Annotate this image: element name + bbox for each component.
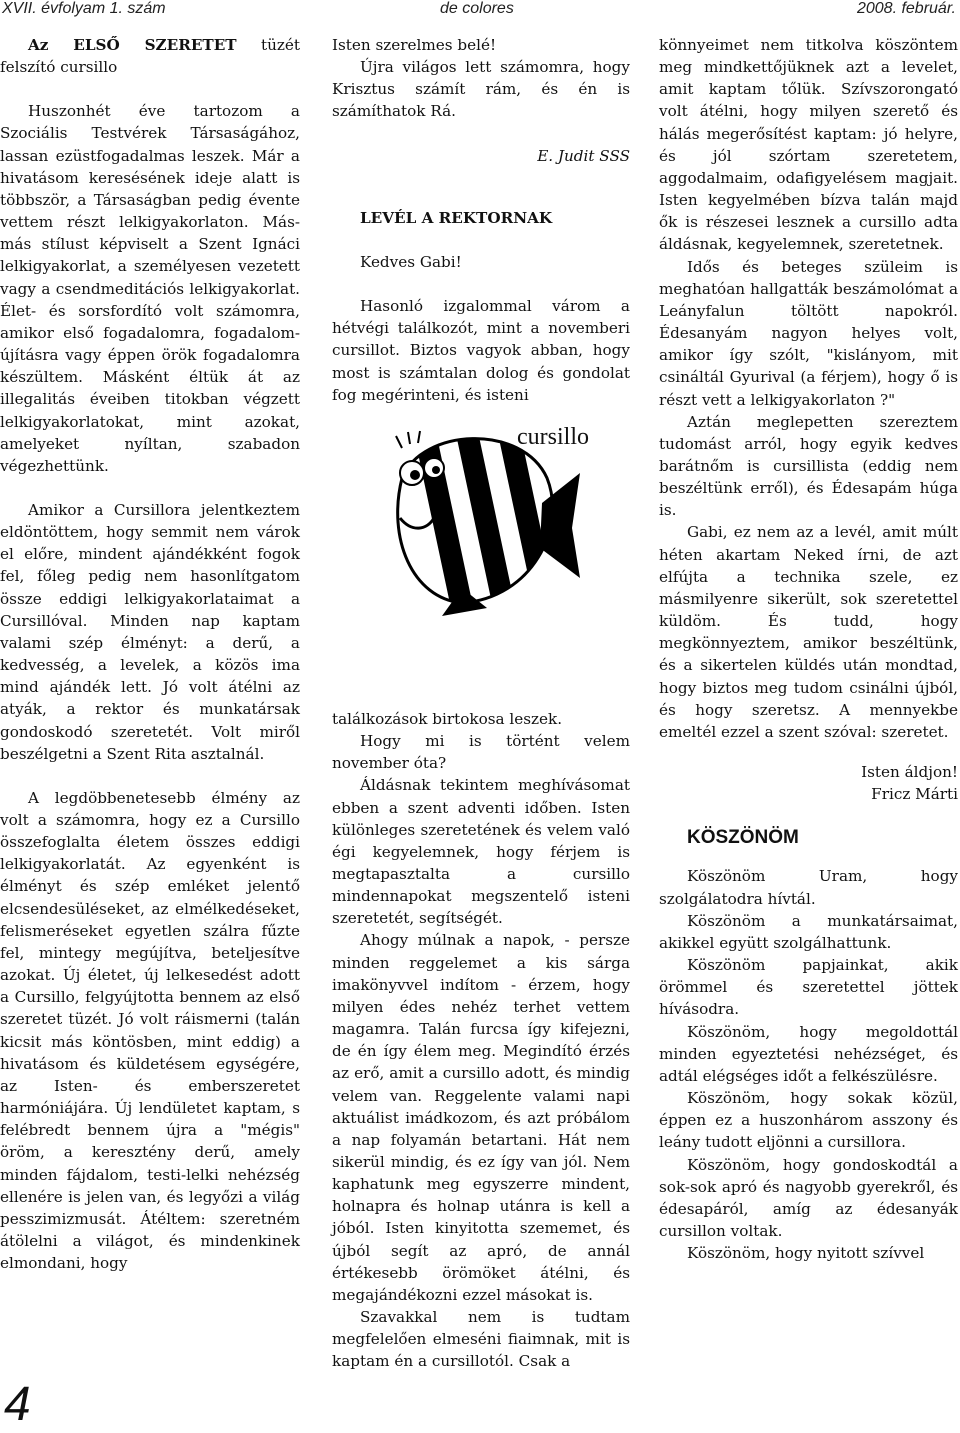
article-paragraph: Aztán meglepetten szereztem tudomást arról, hogy egyik kedves barátnőm is cursillista (eddig nem beszéltünk erről), és Édesapám húga is. bbox=[659, 412, 958, 520]
continued-line: Isten szerelmes belé! bbox=[332, 36, 497, 54]
continued-paragraph: könnyeimet nem titkolva köszöntem meg mindkettőjüknek azt a levelet, amit kaptam tőlük. Szívszorongató volt átélni, hogy milyen szerető és hálás megerősítést kaptam: jó helyre, és jól szórtam szeretetem, aggodalmaim, odafigyelésem magjait. Isten kegyelmében bízva talán majd ők is részesei lesznek a cursillo adta áldásnak, kegyelemnek, szeretetnek. bbox=[659, 36, 958, 254]
column-2 bbox=[332, 34, 630, 1373]
article-paragraph: Gabi, ez nem az a levél, amit múlt héten akartam Neked írni, de azt elfújta a technika szele, ez másmilyenre sikerült, sok szeretettel küldöm. És tudd, hogy megkönnyeztem, amikor beszéltünk, és a sikertelen küldés után mondtad, hogy biztos meg tudom csinálni újból, és hogy szeretsz. A mennyekbe emeltél ezzel a szent szóval: szeretet. bbox=[659, 523, 958, 741]
column-1 bbox=[0, 34, 300, 1274]
fish-caption: cursillo bbox=[517, 423, 589, 450]
article-paragraph: Hogy mi is történt velem november óta? bbox=[332, 732, 630, 773]
page-number: 4 bbox=[4, 1378, 31, 1431]
thanks-title: KÖSZÖNÖM bbox=[687, 827, 799, 849]
article-paragraph: Szavakkal nem is tudtam megfelelően elmeséni fiaimnak, mit is kaptam én a cursillotól. Csak a bbox=[332, 1308, 630, 1371]
column-3 bbox=[659, 34, 958, 1264]
article-paragraph: Áldásnak tekintem meghívásomat ebben a szent adventi időben. Isten különleges szeretetének és velem való égi kegyelemnek, hogy férjem is megtapasztalta a cursillo mindennapokat megszentelő isteni szeretetét, segítségét. bbox=[332, 776, 630, 928]
thanks-paragraph: Köszönöm, hogy megoldottál minden egyeztetési nehézséget, és adtál elégséges időt a felkészülésre. bbox=[659, 1022, 958, 1085]
article-paragraph: Idős és beteges szüleim is meghatóan hallgatták beszámolómat a Leányfalun töltött napokról. Édesanyám nagyon helyes volt, amikor így szólt, "kislányom, mit csináltál Gyurival (a férjem), hogy ő is részt vett a lelkigyakorlaton ?" bbox=[659, 257, 958, 409]
article-paragraph: A legdöbbenetesebb élmény az volt a számomra, hogy ez a Cursillo összefoglalta életem összes eddigi lelkigyakorlatát. Az egyenként is élményt és szép emléket jelentő elcsendesüléseket, az elmélkedéseket, felismeréseket egyetlen szálra fűzte fel, mintegy megújítva, beteljesítve azokat. Új életet, új lelkesedést adott a Cursillo, felgyújtotta bennem az első szeretet tüzét. Jó volt ráismerni (talán kicsit más köntösben, mint eddig) a hivatásom és küldetésem egységére, az Isten- és emberszeretet harmóniájára. Új lendületet kaptam, s felébredt bennem újra a "mégis" öröm, a keresztény derű, amely minden fájdalom, testi-lelki nehézség ellenére is jelen van, és legyőzi a világ pesszimizmusát. Átéltem: szeretném átölelni a világot, és mindenkinek elmondani, hogy bbox=[0, 788, 300, 1273]
article-paragraph: Amikor a Cursillora jelentkeztem eldöntöttem, hogy semmit nem várok el előre, mindent ajándékként fogok fel, főleg pedig nem hasonlítgatom össze eddigi lelkigyakorlataimat a Cursillóval. Minden nap kaptam valami szép élményt: a derű, a kedvesség, a levelek, a közös ima mind ajándék lett. Jó volt átélni az atyák, a rektor és munkatársak gondoskodó szeretetét. Volt miről beszélgetni a Szent Rita asztalnál. bbox=[0, 500, 300, 763]
closing-name: Fricz Márti bbox=[871, 785, 958, 804]
letter-title: LEVÉL A REKTORNAK bbox=[360, 208, 553, 227]
thanks-paragraph: Köszönöm, hogy nyitott szívvel bbox=[687, 1244, 925, 1263]
letter-signature bbox=[659, 761, 958, 805]
cursillo-fish-illustration bbox=[332, 418, 630, 618]
issue-label: XVII. évfolyam 1. szám bbox=[2, 0, 166, 17]
article-paragraph: Huszonhét éve tartozom a Szociális Testvérek Társaságához, lassan ezüstfogadalmas leszek. Már a hivatásom keresésének ideje alatt is többször, a Társaságban pedig évente vettem részt lelkigyakorlaton. Más-más stílust képviselt a Szent Ignáci lelkigyakorlat, a személyesen vezetett vagy a csendmeditációs lelkigyakorlat. Élet- és sorsfordító volt számomra, amikor első fogadalomra, fogadalom-újításra vagy éppen örök fogadalomra készültem. Másként éltük át az illegalitás éveiben titokban végzett lelkigyakorlatokat, mint azokat, amelyeket nyíltan, szabadon végezhettünk. bbox=[0, 102, 300, 475]
thanks-paragraph: Köszönöm, hogy gondoskodtál a sok-sok apró és nagyobb gyerekről, és édesapáról, amíg az édesanyák cursillon voltak. bbox=[659, 1155, 958, 1240]
publication-name: de colores bbox=[440, 0, 514, 17]
article-paragraph: Ahogy múlnak a napok, - persze minden reggelemet a kis sárga imakönyvvel indítom - érzem, hogy milyen édes nehéz terhet vettem magamra. Talán furcsa így kifejezni, de én így élem meg. Megindító érzés az erő, amit a cursillo adott, és mindig velem van. Reggelente valami napi aktuálist imádkozom, és azt próbálom a nap folyamán betartani. Hát nem sikerül mindig, és ez így van jól. Nem kaphatunk meg egyszerre mindent, holnapra és holnap utánra is kell a jóból. Isten kinyitotta szememet, és újból segít az apró, de annál értékesebb örömöket átélni, és megajándékozni ezzel másokat is. bbox=[332, 931, 630, 1304]
issue-date: 2008. február. bbox=[856, 0, 956, 17]
page-header bbox=[0, 0, 960, 22]
author-signature: E. Judit SSS bbox=[537, 146, 630, 165]
article-title: Az ELSŐ SZERETET tüzét felszító cursillo bbox=[0, 36, 300, 77]
thanks-paragraph: Köszönöm, hogy sokak közül, éppen ez a huszonhárom asszony és leány tudott eljönni a cursillora. bbox=[659, 1089, 958, 1152]
article-paragraph: Hasonló izgalommal várom a hétvégi találkozót, mint a novemberi cursillot. Biztos vagyok abban, hogy most is számtalan dolog és gondolat fog megérinteni, és isteni bbox=[332, 297, 630, 404]
thanks-paragraph: Köszönöm a munkatársaimat, akikkel együtt szolgálhattunk. bbox=[659, 911, 958, 952]
thanks-paragraph: Köszönöm papjainkat, akik örömmel és szeretettel jöttek hívásodra. bbox=[659, 956, 958, 1019]
letter-greeting: Kedves Gabi! bbox=[360, 252, 462, 271]
closing-line: Isten áldjon! bbox=[861, 763, 958, 781]
continued-line: találkozások birtokosa leszek. bbox=[332, 709, 563, 728]
article-paragraph: Újra világos lett számomra, hogy Krisztus számít rám, és én is számíthatok Rá. bbox=[332, 58, 630, 121]
thanks-paragraph: Köszönöm Uram, hogy szolgálatodra hívtál. bbox=[659, 867, 958, 908]
